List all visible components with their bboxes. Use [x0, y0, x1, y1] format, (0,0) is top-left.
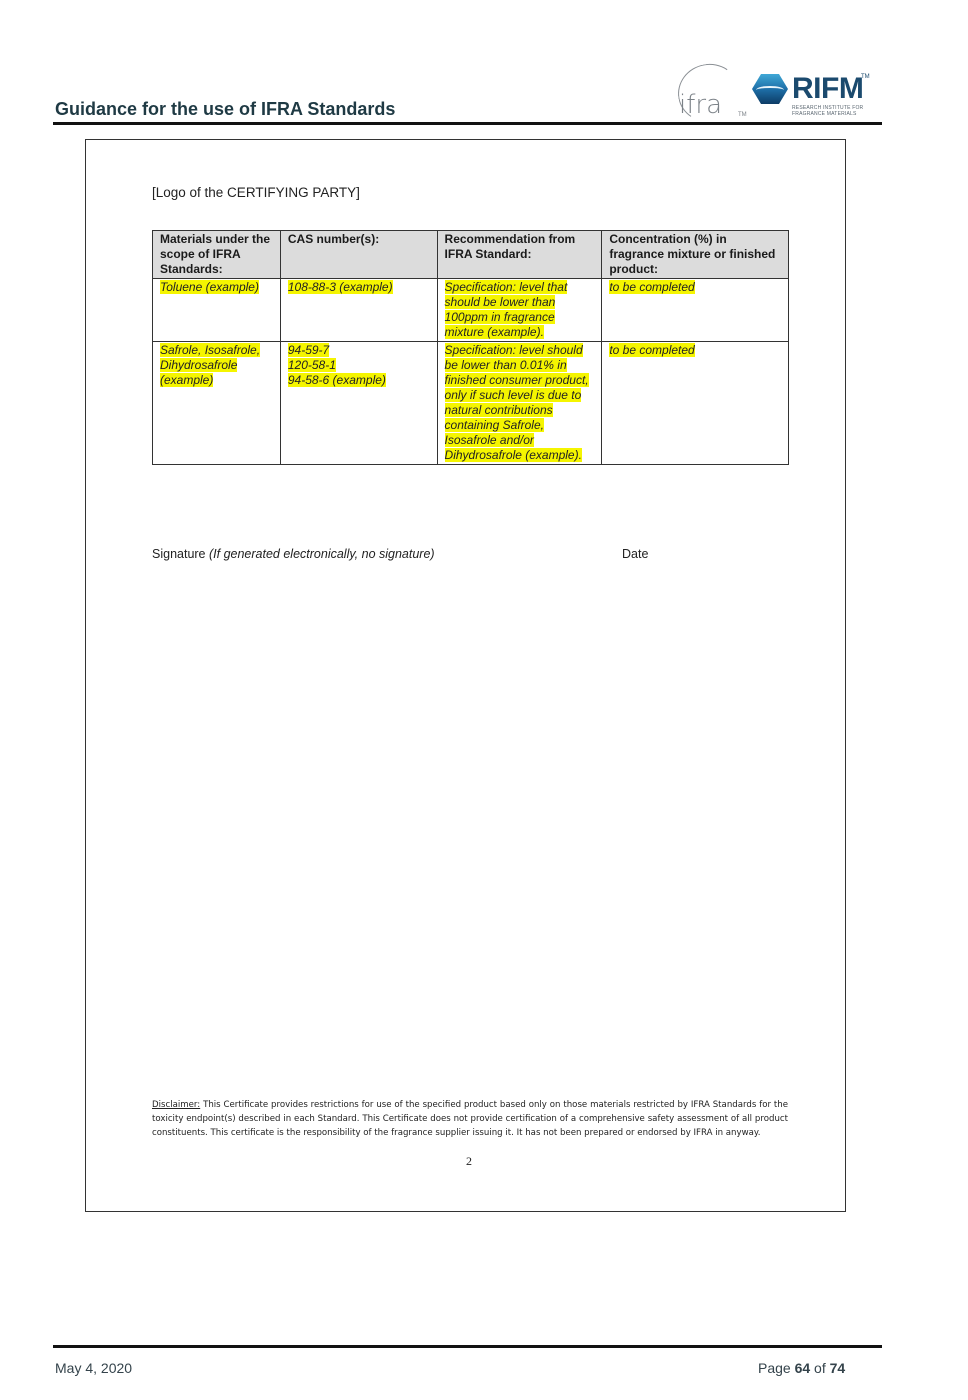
footer-page-indicator — [758, 1360, 845, 1376]
rifm-logo-wordmark: RIFM — [792, 72, 864, 105]
page-prefix: Page — [758, 1360, 795, 1376]
highlighted-text: 108-88-3 (example) — [287, 280, 393, 294]
highlighted-text: Toluene (example) — [160, 280, 259, 294]
document-header-title: Guidance for the use of IFRA Standards — [55, 99, 396, 119]
signature-line — [152, 547, 435, 561]
footer-date: May 4, 2020 — [55, 1360, 133, 1376]
highlighted-text: Specification: level should be lower than 0.01% in finished consumer product, only if such level is due to natural contributions containing Safrole, Isosafrole and/or Dihydrosafrole (example). — [444, 343, 589, 462]
column-header-recommendation: Recommendation from IFRA Standard: — [437, 231, 602, 279]
date-label: Date — [622, 547, 649, 561]
rifm-logo — [752, 72, 882, 122]
highlighted-text: Safrole, Isosafrole, Dihydrosafrole (example) — [160, 343, 261, 387]
page-current: 64 — [794, 1360, 811, 1376]
cell-recommendation — [437, 342, 602, 465]
signature-label: Signature — [152, 547, 206, 561]
cell-material — [153, 279, 281, 342]
certificate-page-number: 2 — [466, 1154, 472, 1168]
cell-recommendation — [437, 279, 602, 342]
highlighted-text: Specification: level that should be lower than 100ppm in fragrance mixture (example). — [444, 280, 568, 339]
highlighted-text: 94-59-7 — [287, 343, 330, 357]
ifra-materials-table — [152, 230, 789, 465]
cell-cas — [280, 279, 437, 342]
cell-concentration — [602, 279, 789, 342]
page-mid: of — [810, 1360, 830, 1376]
footer-divider — [53, 1345, 882, 1348]
highlighted-text: 94-58-6 (example) — [287, 373, 386, 387]
certifying-party-logo-placeholder: [Logo of the CERTIFYING PARTY] — [152, 185, 360, 200]
table-row — [153, 279, 789, 342]
rifm-trademark: TM — [861, 74, 870, 80]
highlighted-text: to be completed — [609, 343, 695, 357]
highlighted-text: to be completed — [609, 280, 695, 294]
cell-cas — [280, 342, 437, 465]
signature-note: (If generated electronically, no signature) — [209, 547, 435, 561]
table-header-row — [153, 231, 789, 279]
ifra-logo — [676, 62, 746, 122]
disclaimer — [152, 1099, 788, 1140]
column-header-concentration: Concentration (%) in fragrance mixture or finished product: — [602, 231, 789, 279]
header-divider — [53, 122, 882, 125]
ifra-logo-wordmark: ifra — [679, 90, 722, 120]
rifm-logo-subtitle: RESEARCH INSTITUTE FOR FRAGRANCE MATERIALS — [792, 105, 864, 117]
column-header-cas: CAS number(s): — [280, 231, 437, 279]
disclaimer-text: This Certificate provides restrictions for use of the specified product based only on those materials restricted by IFRA Standards for the toxicity endpoint(s) described in each Standard. This Certificate does not provide certification of a comprehensive safety assessment of all product constituents. This certificate is the responsibility of the fragrance supplier issuing it. It has not been prepared or endorsed by IFRA in anyway. — [152, 1100, 788, 1138]
cell-material — [153, 342, 281, 465]
ifra-trademark: TM — [738, 112, 747, 118]
rifm-hexagon-wave-icon — [752, 74, 788, 104]
highlighted-text: 120-58-1 — [287, 358, 336, 372]
disclaimer-lead: Disclaimer: — [152, 1100, 201, 1110]
table-row — [153, 342, 789, 465]
page-total: 74 — [829, 1360, 846, 1376]
column-header-materials: Materials under the scope of IFRA Standards: — [153, 231, 281, 279]
cell-concentration — [602, 342, 789, 465]
